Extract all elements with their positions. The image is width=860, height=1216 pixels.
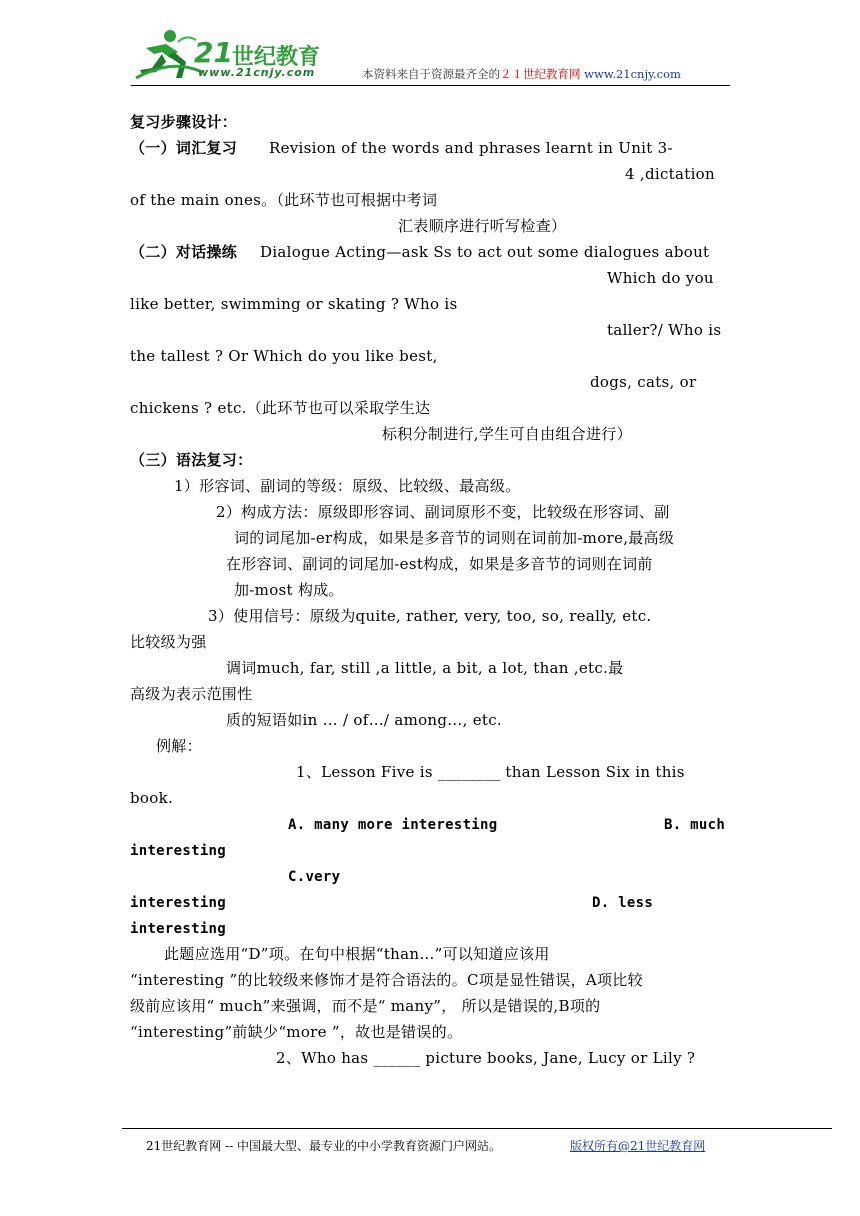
header-note	[362, 66, 681, 82]
question-1: 1、Lesson Five is ________ than Lesson Six in this	[296, 763, 685, 781]
text-line: chickens ? etc.（此环节也可以采取学生达	[130, 399, 431, 417]
step-3-heading: （三）语法复习：	[130, 451, 253, 469]
text-line: 词的词尾加-er构成，如果是多音节的词则在词前加-more,最高级	[234, 529, 675, 547]
text-line: the tallest ? Or Which do you like best,	[130, 347, 438, 365]
text-line: 4 ,dictation	[625, 165, 715, 183]
header-note-url[interactable]: www.21cnjy.com	[584, 67, 681, 81]
text-line: 3）使用信号：原级为quite, rather, very, too, so, really, etc.	[208, 607, 652, 625]
logo-url: www.21cnjy.com	[198, 66, 316, 79]
text-line: taller?/ Who is	[607, 321, 722, 339]
option-c-cont: interesting	[130, 895, 227, 911]
option-d-cont: interesting	[130, 921, 227, 937]
text-line: of the main ones。（此环节也可根据中考词	[130, 191, 438, 209]
logo-number: 21	[194, 36, 233, 69]
text-line: 加-most 构成。	[234, 581, 344, 599]
footer-left: 21世纪教育网 -- 中国最大型、最专业的中小学教育资源门户网站。	[146, 1139, 502, 1153]
example-label: 例解：	[156, 737, 202, 755]
header-note-prefix: 本资料来自于资源最齐全的	[362, 67, 500, 81]
step-2-heading: （二）对话操练	[130, 243, 238, 261]
logo-text: 世纪教育	[232, 45, 321, 70]
step-1-heading: （一）词汇复习	[130, 139, 238, 157]
option-c: C.very	[288, 869, 341, 885]
text-line: 比较级为强	[130, 633, 207, 651]
footer-rule	[122, 1128, 832, 1129]
text-line: 1）形容词、副词的等级：原级、比较级、最高级。	[174, 477, 521, 495]
option-b: B. much	[664, 817, 726, 833]
option-d: D. less	[592, 895, 654, 911]
header-note-site: ２１世纪教育网	[500, 67, 581, 81]
site-logo	[132, 28, 342, 86]
text-line: 标积分制进行,学生可自由组合进行）	[382, 425, 632, 443]
text-line: 在形容词、副词的词尾加-est构成，如果是多音节的词则在词前	[226, 555, 653, 573]
explanation-line: 此题应选用“D”项。在句中根据“than…”可以知道应该用	[164, 945, 550, 963]
explanation-line: 级前应该用“ much”来强调，而不是“ many”， 所以是错误的,B项的	[130, 997, 601, 1015]
text-line: 汇表顺序进行听写检查）	[398, 217, 567, 235]
option-b-cont: interesting	[130, 843, 227, 859]
text-line: book.	[130, 789, 174, 807]
explanation-line: “interesting ”的比较级来修饰才是符合语法的。C项是显性错误，A项比较	[130, 971, 643, 989]
text-line: 2）构成方法：原级即形容词、副词原形不变，比较级在形容词、副	[216, 503, 670, 521]
footer-copyright-link[interactable]: 版权所有@21世纪教育网	[570, 1139, 706, 1153]
header-rule	[131, 85, 730, 86]
text-line: like better, swimming or skating ? Who is	[130, 295, 458, 313]
option-a: A. many more interesting	[288, 817, 498, 833]
explanation-line: “interesting”前缺少“more ”，故也是错误的。	[130, 1023, 463, 1041]
text-line: dogs, cats, or	[590, 373, 697, 391]
text-line: 质的短语如in … / of…/ among…, etc.	[226, 711, 502, 729]
section-title: 复习步骤设计：	[130, 113, 238, 131]
text-line: Revision of the words and phrases learnt in Unit 3-	[269, 139, 673, 157]
text-line: Which do you	[607, 269, 714, 287]
text-line: 调词much, far, still ,a little, a bit, a lot, than ,etc.最	[226, 659, 624, 677]
text-line: 高级为表示范围性	[130, 685, 253, 703]
text-line: Dialogue Acting—ask Ss to act out some dialogues about	[260, 243, 710, 261]
question-2: 2、Who has ______ picture books, Jane, Lucy or Lily ?	[276, 1049, 696, 1067]
